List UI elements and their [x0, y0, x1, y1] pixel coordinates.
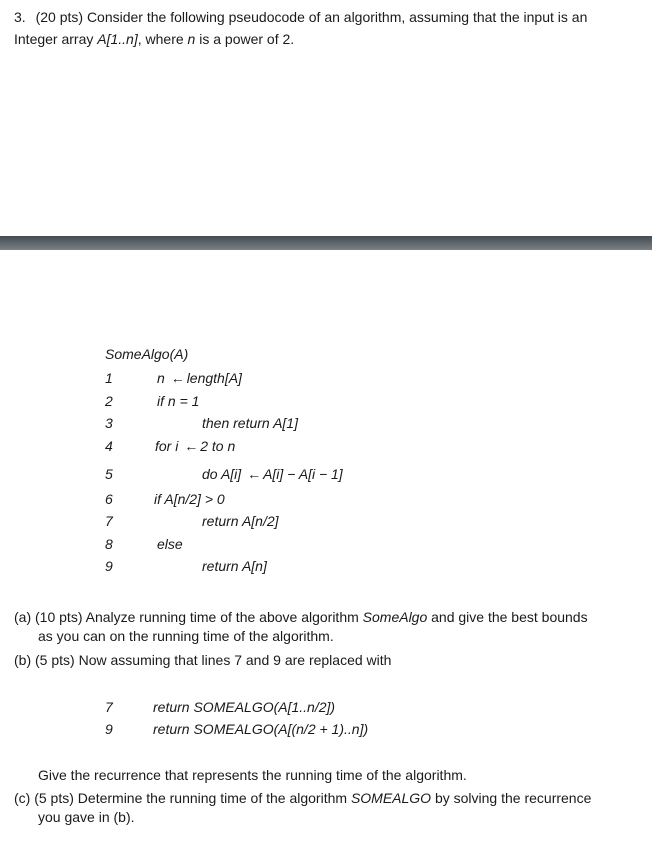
- code-line-8: [157, 536, 183, 552]
- code-text: if A[n/2] > 0: [154, 491, 225, 507]
- part-c-line-2: you gave in (b).: [38, 809, 135, 825]
- part-c-text-2: by solving the recurrence: [431, 790, 592, 806]
- code-line-5: [202, 466, 343, 482]
- array-name: A[1..n]: [97, 31, 138, 47]
- part-a-label: (a): [14, 609, 32, 625]
- page-divider: [0, 236, 652, 250]
- code-line-3: [202, 415, 298, 431]
- question-line-1: [14, 6, 587, 28]
- code-text: return A[n/2]: [202, 513, 279, 529]
- part-a: [14, 608, 588, 646]
- code-text: return A[n]: [202, 558, 267, 574]
- code-line-7: [202, 513, 279, 529]
- code-text: then return A[1]: [202, 415, 298, 431]
- code-text: n: [157, 370, 169, 386]
- question-text-2c: is a power of 2.: [195, 31, 295, 47]
- line-number-7: 7: [105, 513, 113, 529]
- part-a-text-2: and give the best bounds: [427, 609, 588, 625]
- code-line-1: [157, 370, 242, 386]
- part-b-label: (b): [14, 652, 32, 668]
- question-points: (20 pts): [35, 9, 84, 25]
- replacement-line-num-9: 9: [105, 721, 113, 737]
- part-b-points: (5 pts): [35, 652, 75, 668]
- n-variable: n: [187, 31, 196, 47]
- assignment-arrow-icon: ←: [247, 466, 262, 482]
- part-c-line-1: [14, 789, 591, 808]
- question-intro: [14, 6, 587, 50]
- part-c-algo-name: SOMEALGO: [350, 790, 432, 806]
- code-line-4: [155, 438, 235, 454]
- question-text-2a: Integer array: [14, 31, 98, 47]
- algorithm-header: SomeAlgo(A): [105, 346, 189, 362]
- part-a-line-2: as you can on the running time of the algorithm.: [38, 628, 334, 644]
- line-number-9: 9: [105, 558, 113, 574]
- part-c: [14, 789, 591, 827]
- code-text: A[i] − A[i − 1]: [263, 466, 343, 482]
- line-number-5: 5: [105, 466, 113, 482]
- question-text-1: Consider the following pseudocode of an algorithm, assuming that the input is an: [86, 9, 588, 25]
- replacement-code-7: return SOMEALGO(A[1..n/2]): [153, 699, 336, 715]
- line-number-6: 6: [105, 491, 113, 507]
- line-number-8: 8: [105, 536, 113, 552]
- line-number-4: 4: [105, 438, 113, 454]
- part-a-points: (10 pts): [35, 609, 83, 625]
- code-line-6: [154, 491, 225, 507]
- replacement-line-num-7: 7: [105, 699, 113, 715]
- part-b: [14, 651, 391, 670]
- part-c-label: (c): [14, 790, 31, 806]
- assignment-arrow-icon: ←: [184, 438, 199, 454]
- question-text-2b: , where: [137, 31, 188, 47]
- line-number-3: 3: [105, 415, 113, 431]
- code-line-9: [202, 558, 267, 574]
- line-number-2: 2: [105, 393, 113, 409]
- code-text: if n = 1: [157, 393, 200, 409]
- part-b-followup: Give the recurrence that represents the running time of the algorithm.: [38, 767, 467, 783]
- part-b-text: Now assuming that lines 7 and 9 are replaced with: [78, 652, 392, 668]
- part-c-text-1: Determine the running time of the algorithm: [77, 790, 351, 806]
- code-text: 2 to n: [200, 438, 236, 454]
- question-number: 3.: [14, 9, 26, 25]
- code-text: for i: [155, 438, 183, 454]
- question-line-2: [14, 28, 587, 50]
- part-a-line-1: [14, 608, 588, 627]
- part-c-points: (5 pts): [34, 790, 74, 806]
- replacement-code-9: return SOMEALGO(A[(n/2 + 1)..n]): [153, 721, 369, 737]
- code-text: else: [157, 536, 183, 552]
- code-text: length[A]: [186, 370, 242, 386]
- code-text: do A[i]: [202, 466, 246, 482]
- assignment-arrow-icon: ←: [170, 370, 185, 386]
- line-number-1: 1: [105, 370, 113, 386]
- part-a-algo-name: SomeAlgo: [362, 609, 428, 625]
- part-a-text-1: Analyze running time of the above algorithm: [85, 609, 363, 625]
- code-line-2: [157, 393, 199, 409]
